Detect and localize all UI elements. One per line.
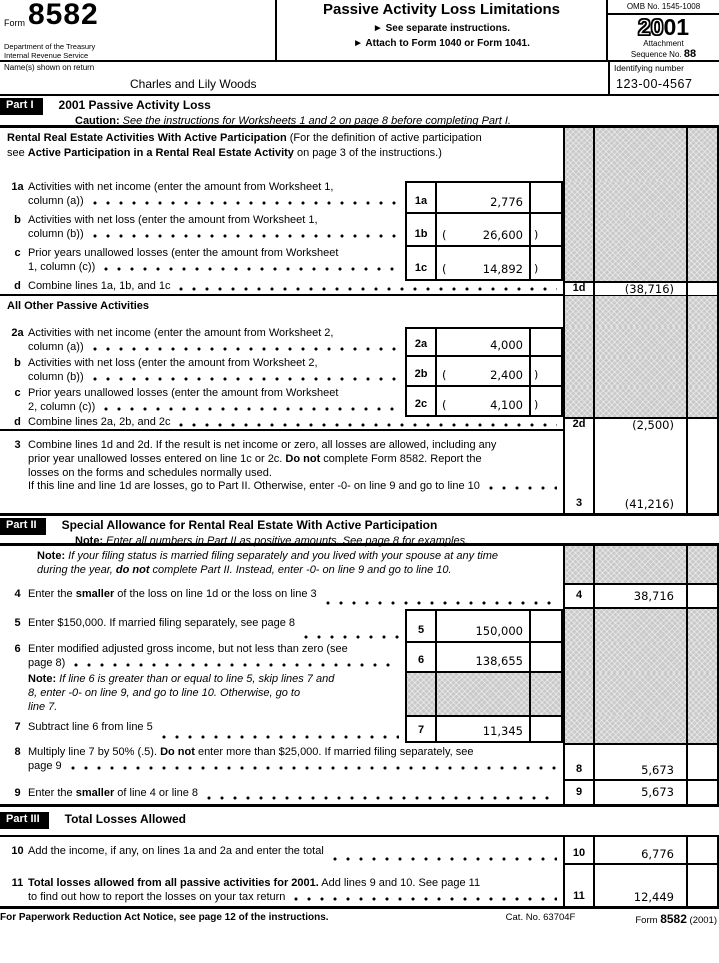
tax-year	[608, 15, 719, 39]
name-value[interactable]: Charles and Lily Woods	[130, 77, 257, 91]
line-2d-amount[interactable]: (2,500)	[593, 417, 686, 431]
cents-cell	[686, 743, 719, 781]
shaded-cell	[686, 387, 719, 417]
shaded-cell	[563, 643, 593, 673]
shaded-cell	[686, 715, 719, 743]
tax-year-outline: 20	[637, 13, 664, 40]
footer-form-id: Form 8582 (2001)	[635, 912, 717, 926]
shaded-cell	[686, 609, 719, 643]
name-cell	[0, 62, 608, 94]
part3-badge: Part III	[0, 812, 49, 829]
dot-leader	[92, 232, 399, 240]
line-3-amount[interactable]: (41,216)	[593, 431, 686, 513]
name-label: Name(s) shown on return	[4, 63, 95, 72]
rental-heading-row	[0, 128, 719, 181]
cents-cell	[686, 417, 719, 431]
dot-leader	[178, 421, 557, 429]
part2-title: Special Allowance for Rental Real Estate With Active Participation	[61, 518, 438, 532]
line-5-label: 5 Enter $150,000. If married filing separately, see page 8	[0, 609, 405, 643]
line-6-row	[0, 643, 719, 673]
dot-leader	[303, 633, 399, 641]
part2-note: Note: Enter all numbers in Part II as positive amounts. See page 8 for examples.	[75, 534, 469, 547]
line-2a-label: 2a Activities with net income (enter the amount from Worksheet 2, column (a))	[0, 327, 405, 357]
line-1b-amount[interactable]: ( 26,600	[442, 227, 523, 242]
other-activities-heading: All Other Passive Activities	[7, 300, 150, 312]
footer	[0, 909, 719, 927]
omb-year-block	[608, 0, 719, 61]
shaded-cell	[593, 214, 686, 247]
line-7-entry-box: 7 11,345	[405, 715, 563, 743]
part1-header	[0, 96, 719, 128]
paperwork-notice: For Paperwork Reduction Act Notice, see page 12 of the instructions.	[0, 912, 329, 923]
shaded-cell	[563, 181, 593, 214]
cents-cell	[686, 431, 719, 513]
line-2c-row	[0, 387, 719, 417]
cents-cell	[686, 837, 719, 865]
part2-note2-row	[0, 546, 719, 583]
line-2a-row	[0, 327, 719, 357]
line-1c-label: c Prior years unallowed losses (enter the amount from Worksheet 1, column (c))	[0, 247, 405, 281]
cents-cell	[686, 583, 719, 609]
part1-caution: Caution: See the instructions for Worksheets 1 and 2 on page 8 before completing Part I.	[75, 114, 511, 127]
line-1d-row: d Combine lines 1a, 1b, and 1c 1d (38,716)	[0, 281, 719, 296]
line-7-label: 7 Subtract line 6 from line 5	[0, 715, 405, 743]
shaded-cell	[593, 247, 686, 281]
omb-number: OMB No. 1545-1008	[608, 0, 719, 15]
dot-leader	[293, 895, 557, 903]
dot-leader	[92, 345, 399, 353]
line-8-row: 8 Multiply line 7 by 50% (.5). Do not enter more than $25,000. If married filing separately, see page 9 8 5,673	[0, 743, 719, 781]
form-id-block	[0, 0, 277, 61]
dot-leader	[178, 285, 557, 293]
line-1a-entry-box: 1a 2,776	[405, 181, 563, 214]
shaded-cell	[686, 327, 719, 357]
inner-shaded-band	[405, 673, 563, 715]
shaded-cell	[407, 673, 437, 715]
line-4-row: 4 Enter the smaller of the loss on line 1d or the loss on line 3 4 38,716	[0, 583, 719, 609]
line-1d-amount[interactable]: (38,716)	[593, 281, 686, 295]
dot-leader	[488, 484, 557, 492]
dot-leader	[332, 855, 557, 863]
line-7-row	[0, 715, 719, 743]
shaded-cell	[593, 181, 686, 214]
shaded-cell	[529, 673, 561, 715]
line-3-label: 3 Combine lines 1d and 2d. If the result is net income or zero, all losses are allowed, including any prior year unallowed losses entered on line 1c or 2c. Do not complete Form 8582. Report the losses on the forms and schedules normally used. If this line and line 1d are losses, go to Part II. Otherwise, enter -0- on line 9 and go to line 10	[0, 431, 563, 513]
line-1c-row	[0, 247, 719, 281]
id-label: Identifying number	[614, 63, 684, 73]
line-9-amount[interactable]: 5,673	[593, 781, 686, 804]
line-9-row: 9 Enter the smaller of line 4 or line 8 9 5,673	[0, 781, 719, 807]
name-row	[0, 62, 719, 96]
line-1a-amount[interactable]: 2,776	[490, 194, 523, 209]
line-6-label: 6 Enter modified adjusted gross income, but not less than zero (see page 8)	[0, 643, 405, 673]
form-number: 8582	[28, 0, 99, 31]
line-5-row	[0, 609, 719, 643]
sequence-line: Sequence No. 88	[630, 48, 697, 61]
shaded-cell	[563, 214, 593, 247]
line-2a-amount[interactable]: 4,000	[490, 337, 523, 352]
line-8-label: 8 Multiply line 7 by 50% (.5). Do not enter more than $25,000. If married filing separately, see page 9	[0, 743, 563, 781]
tax-year-solid: 01	[663, 13, 690, 40]
shaded-cell	[563, 609, 593, 643]
line-5-amount[interactable]: 150,000	[475, 623, 523, 638]
shaded-cell	[563, 546, 593, 583]
line-1d-label: d Combine lines 1a, 1b, and 1c	[0, 281, 563, 295]
shaded-cell	[686, 128, 719, 181]
line-7-amount[interactable]: 11,345	[482, 723, 523, 738]
line-2c-amount[interactable]: ( 4,100	[442, 397, 523, 412]
line-8-amount[interactable]: 5,673	[593, 743, 686, 781]
cents-cell	[686, 865, 719, 906]
shaded-cell	[593, 296, 686, 327]
line-1a-label: 1a Activities with net income (enter the amount from Worksheet 1, column (a))	[0, 181, 405, 214]
shaded-cell	[563, 357, 593, 387]
line-2b-entry-box: 2b ( 2,400 )	[405, 357, 563, 387]
other-activities-heading-row	[0, 296, 719, 327]
line-2c-label: c Prior years unallowed losses (enter the amount from Worksheet 2, column (c))	[0, 387, 405, 417]
shaded-cell	[686, 214, 719, 247]
part2-note3-row	[0, 673, 719, 715]
line-6-amount[interactable]: 138,655	[475, 653, 523, 668]
shaded-cell	[593, 643, 686, 673]
id-value[interactable]: 123-00-4567	[616, 76, 693, 91]
line-1a-row	[0, 181, 719, 214]
shaded-cell	[593, 128, 686, 181]
line-2b-label: b Activities with net loss (enter the amount from Worksheet 2, column (b))	[0, 357, 405, 387]
shaded-cell	[593, 387, 686, 417]
line-4-label: 4 Enter the smaller of the loss on line 1d or the loss on line 3	[0, 583, 563, 609]
attach-line: ► Attach to Form 1040 or Form 1041.	[353, 38, 530, 50]
line-2b-row	[0, 357, 719, 387]
form-header	[0, 0, 719, 62]
form-word: Form	[4, 17, 25, 28]
shaded-cell	[593, 546, 686, 583]
form-title: Passive Activity Loss Limitations	[322, 1, 561, 18]
part1-badge: Part I	[0, 98, 43, 115]
line-2d-label: d Combine lines 2a, 2b, and 2c	[0, 417, 563, 431]
shaded-cell	[686, 643, 719, 673]
line-1c-entry-box: 1c ( 14,892 )	[405, 247, 563, 281]
dot-leader	[103, 405, 399, 413]
line-11-row: 11 Total losses allowed from all passive activities for 2001. Add lines 9 and 10. See page 11 to find out how to report the losses on your tax return 11 12,449	[0, 865, 719, 909]
department-lines	[4, 42, 95, 60]
line-11-label: 11 Total losses allowed from all passive activities for 2001. Add lines 9 and 10. See page 11 to find out how to report the losses on your tax return	[0, 865, 563, 906]
shaded-cell	[563, 296, 593, 327]
line-10-amount[interactable]: 6,776	[593, 837, 686, 865]
id-cell	[608, 62, 719, 94]
part2-note3: Note: If line 6 is greater than or equal to line 5, skip lines 7 and 8, enter -0- on line 9, and go to line 10. Otherwise, go to line 7.	[28, 673, 335, 713]
line-3-row: 3 Combine lines 1d and 2d. If the result is net income or zero, all losses are allowed, including any prior year unallowed losses entered on line 1c or 2c. Do not complete Form 8582. Report the losses on the forms and schedules normally used. If this line and line 1d are losses, go to Part II. Otherwise, enter -0- on line 9 and go to line 10 3 (41,216)	[0, 431, 719, 513]
rental-heading: Rental Real Estate Activities With Active Participation (For the definition of active participation see Active Participation in a Rental Real Estate Activity on page 3 of the instructions.)	[7, 132, 482, 159]
shaded-cell	[563, 715, 593, 743]
line-1b-entry-box: 1b ( 26,600 )	[405, 214, 563, 247]
dot-leader	[103, 265, 399, 273]
shaded-cell	[593, 673, 686, 715]
shaded-cell	[593, 609, 686, 643]
line-10-label: 10 Add the income, if any, on lines 1a and 2a and enter the total	[0, 837, 563, 865]
dept-line2: Internal Revenue Service	[4, 51, 89, 61]
shaded-cell	[686, 546, 719, 583]
line-10-row: 10 Add the income, if any, on lines 1a and 2a and enter the total 10 6,776	[0, 837, 719, 865]
dot-leader	[325, 599, 557, 607]
part2-badge: Part II	[0, 518, 46, 535]
line-5-entry-box: 5 150,000	[405, 609, 563, 643]
shaded-cell	[563, 387, 593, 417]
shaded-cell	[437, 673, 529, 715]
line-2d-row: d Combine lines 2a, 2b, and 2c 2d (2,500)	[0, 417, 719, 431]
catalog-number: Cat. No. 63704F	[505, 912, 576, 923]
dot-leader	[73, 661, 399, 669]
form-title-block	[277, 0, 608, 61]
shaded-cell	[563, 327, 593, 357]
part2-note2: Note: If your filing status is married filing separately and you lived with your spouse at any time during the year, do not complete Part II. Instead, enter -0- on line 9 and go to line 10.	[37, 550, 498, 576]
line-9-label: 9 Enter the smaller of line 4 or line 8	[0, 781, 563, 804]
part3-header	[0, 807, 719, 837]
line-6-entry-box: 6 138,655	[405, 643, 563, 673]
line-2c-entry-box: 2c ( 4,100 )	[405, 387, 563, 417]
shaded-cell	[593, 327, 686, 357]
dot-leader	[92, 375, 399, 383]
dot-leader	[70, 764, 557, 772]
dept-line1: Department of the Treasury	[4, 42, 96, 52]
line-4-amount[interactable]: 38,716	[593, 583, 686, 609]
dot-leader	[92, 199, 399, 207]
shaded-cell	[593, 715, 686, 743]
sequence-number: 88	[683, 48, 697, 61]
shaded-cell	[563, 673, 593, 715]
attachment-label: Attachment	[643, 38, 684, 48]
line-2b-amount[interactable]: ( 2,400	[442, 367, 523, 382]
shaded-cell	[686, 296, 719, 327]
cents-cell	[686, 781, 719, 804]
part3-title: Total Losses Allowed	[64, 812, 186, 826]
line-1b-row	[0, 214, 719, 247]
shaded-cell	[593, 357, 686, 387]
shaded-cell	[686, 357, 719, 387]
line-11-amount[interactable]: 12,449	[593, 865, 686, 906]
shaded-cell	[686, 247, 719, 281]
cents-cell	[686, 281, 719, 295]
shaded-cell	[563, 128, 593, 181]
see-instructions-line: ► See separate instructions.	[372, 22, 511, 34]
shaded-cell	[563, 247, 593, 281]
line-1b-label: b Activities with net loss (enter the amount from Worksheet 1, column (b))	[0, 214, 405, 247]
line-1c-amount[interactable]: ( 14,892	[442, 261, 523, 276]
part2-header	[0, 513, 719, 546]
dot-leader	[161, 733, 399, 741]
part1-title: 2001 Passive Activity Loss	[58, 98, 211, 112]
shaded-cell	[686, 673, 719, 715]
line-2a-entry-box: 2a 4,000	[405, 327, 563, 357]
shaded-cell	[686, 181, 719, 214]
dot-leader	[206, 794, 557, 802]
